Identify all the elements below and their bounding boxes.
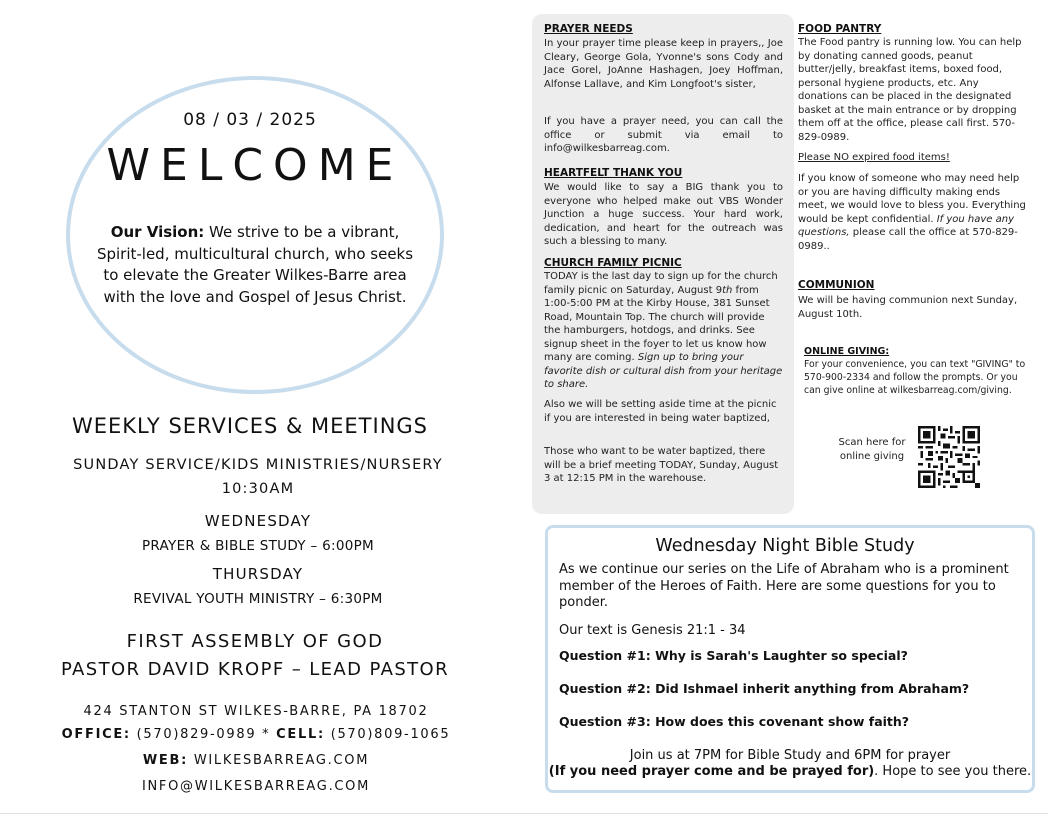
phone-line	[0, 727, 512, 742]
picnic-text-b: from 1:00-5:00 PM at the Kirby House, 381 Sunset Road, Mountain Top. The church will provide the hamburgers, hotdogs, and drinks. See signup sheet in the foyer to let us know how many are coming.	[544, 284, 770, 363]
food-help-a: If you know of someone who may need help or you are having difficulty making ends meet, we would love to bless you. Everything would be kept confidential.	[798, 173, 1026, 225]
prayer-invite-bold: (If you need prayer come and be prayed for)	[548, 764, 875, 779]
thanks-heading: HEARTFELT THANK YOU	[544, 167, 683, 179]
join-line: Join us at 7PM for Bible Study and 6PM for prayer	[629, 748, 951, 763]
prayer-invite-line	[545, 764, 1035, 779]
pastor-line: PASTOR DAVID KROPF – LEAD PASTOR	[60, 659, 450, 680]
food-help-italic: If you have any questions,	[798, 213, 1015, 238]
baptism-text: Also we will be setting aside time at the picnic if you are interested in being water baptized,	[544, 399, 777, 424]
cell-phone: (570)809-1065	[324, 727, 451, 742]
web-line	[0, 753, 512, 768]
bible-study-text-ref: Our text is Genesis 21:1 - 34	[559, 623, 746, 638]
sunday-service-line: SUNDAY SERVICE/KIDS MINISTRIES/NURSERY	[73, 457, 443, 473]
giving-heading: ONLINE GIVING:	[804, 346, 890, 357]
food-help-b: please call the office at 570-829-0989..	[798, 227, 1018, 252]
vision-label: Our Vision:	[110, 223, 205, 241]
food-text: The Food pantry is running low. You can help by donating canned goods, peanut butter/jelly, breakfast items, boxed food, personal hygiene products, etc. Any donations can be placed in the designated basket at the main entrance or by dropping them off at the office, please call first. 570-829-0989.	[798, 37, 1022, 143]
vision-text: We strive to be a vibrant, Spirit-led, multicultural church, who seeks to elevate the Greater Wilkes-Barre area with the love and Gospel of Jesus Christ.	[96, 223, 414, 306]
baptism-meeting-text: Those who want to be water baptized, there will be a brief meeting TODAY, Sunday, August 3 at 12:15 PM in the warehouse.	[544, 446, 779, 484]
services-title: WEEKLY SERVICES & MEETINGS	[71, 414, 429, 438]
bible-study-intro: As we continue our series on the Life of Abraham who is a prominent member of the Heroes of Faith. Here are some questions for you to ponder.	[559, 562, 1009, 610]
picnic-text-italic: Sign up to bring your favorite dish or cultural dish from your heritage to share.	[544, 352, 783, 390]
web-address[interactable]: WILKESBARREAG.COM	[187, 753, 370, 768]
prayer-request-text: If you have a prayer need, you can call the office or submit via email to info@wilkesbarreag.com.	[544, 116, 783, 154]
scan-label: Scan here for online giving	[838, 437, 906, 462]
bulletin-date: 08 / 03 / 2025	[183, 110, 317, 130]
sunday-service-time: 10:30AM	[221, 481, 295, 497]
web-label: WEB:	[142, 753, 188, 768]
wednesday-detail: PRAYER & BIBLE STUDY – 6:00PM	[141, 538, 374, 554]
page-bottom-rule	[0, 813, 1048, 814]
communion-heading: COMMUNION	[798, 279, 875, 291]
office-phone: (570)829-0989 *	[130, 727, 277, 742]
food-heading: FOOD PANTRY	[798, 23, 882, 35]
welcome-title: WELCOME	[106, 140, 404, 191]
question-3: Question #3: How does this covenant show faith?	[559, 714, 910, 729]
wednesday-heading: WEDNESDAY	[204, 512, 312, 530]
food-notice: Please NO expired food items!	[798, 152, 950, 163]
bible-study-title: Wednesday Night Bible Study	[655, 536, 915, 556]
prayer-invite-closing: . Hope to see you there.	[874, 764, 1032, 779]
prayer-text: In your prayer time please keep in prayers,, Joe Cleary, George Gola, Yvonne's sons Cody and Jace Gorel, JoAnne Hashagen, Joey Hoffman, Alfonse Lallave, and Kim Longfoot's sister,	[544, 38, 783, 90]
picnic-text	[544, 270, 783, 392]
picnic-heading: CHURCH FAMILY PICNIC	[544, 257, 682, 269]
question-2: Question #2: Did Ishmael inherit anything from Abraham?	[559, 681, 970, 696]
church-name: FIRST ASSEMBLY OF GOD	[126, 631, 384, 652]
prayer-heading: PRAYER NEEDS	[544, 23, 633, 35]
cell-label: CELL:	[276, 727, 325, 742]
qr-code-icon[interactable]	[918, 426, 980, 488]
communion-text: We will be having communion next Sunday, August 10th.	[798, 295, 1018, 320]
vision-statement	[90, 222, 420, 308]
thanks-text: We would like to say a BIG thank you to everyone who helped make out VBS Wonder Junction a huge success. Your hard work, dedication, and heart for the outreach was such a blessing to many.	[544, 182, 783, 247]
church-address: 424 STANTON ST WILKES-BARRE, PA 18702	[83, 704, 429, 719]
office-label: OFFICE:	[61, 727, 131, 742]
picnic-text-th: th	[722, 284, 733, 296]
food-help-text	[798, 172, 1030, 253]
giving-text: For your convenience, you can text "GIVING" to 570-900-2334 and follow the prompts. Or you can give online at wilkesbarreag.com/giving.	[804, 359, 1026, 396]
thursday-detail: REVIVAL YOUTH MINISTRY – 6:30PM	[133, 591, 383, 607]
email-address[interactable]: INFO@WILKESBARREAG.COM	[141, 779, 371, 794]
thursday-heading: THURSDAY	[212, 565, 304, 583]
question-1: Question #1: Why is Sarah's Laughter so special?	[559, 648, 908, 663]
picnic-text-a: TODAY is the last day to sign up for the church family picnic on Saturday, August 9	[544, 271, 778, 296]
